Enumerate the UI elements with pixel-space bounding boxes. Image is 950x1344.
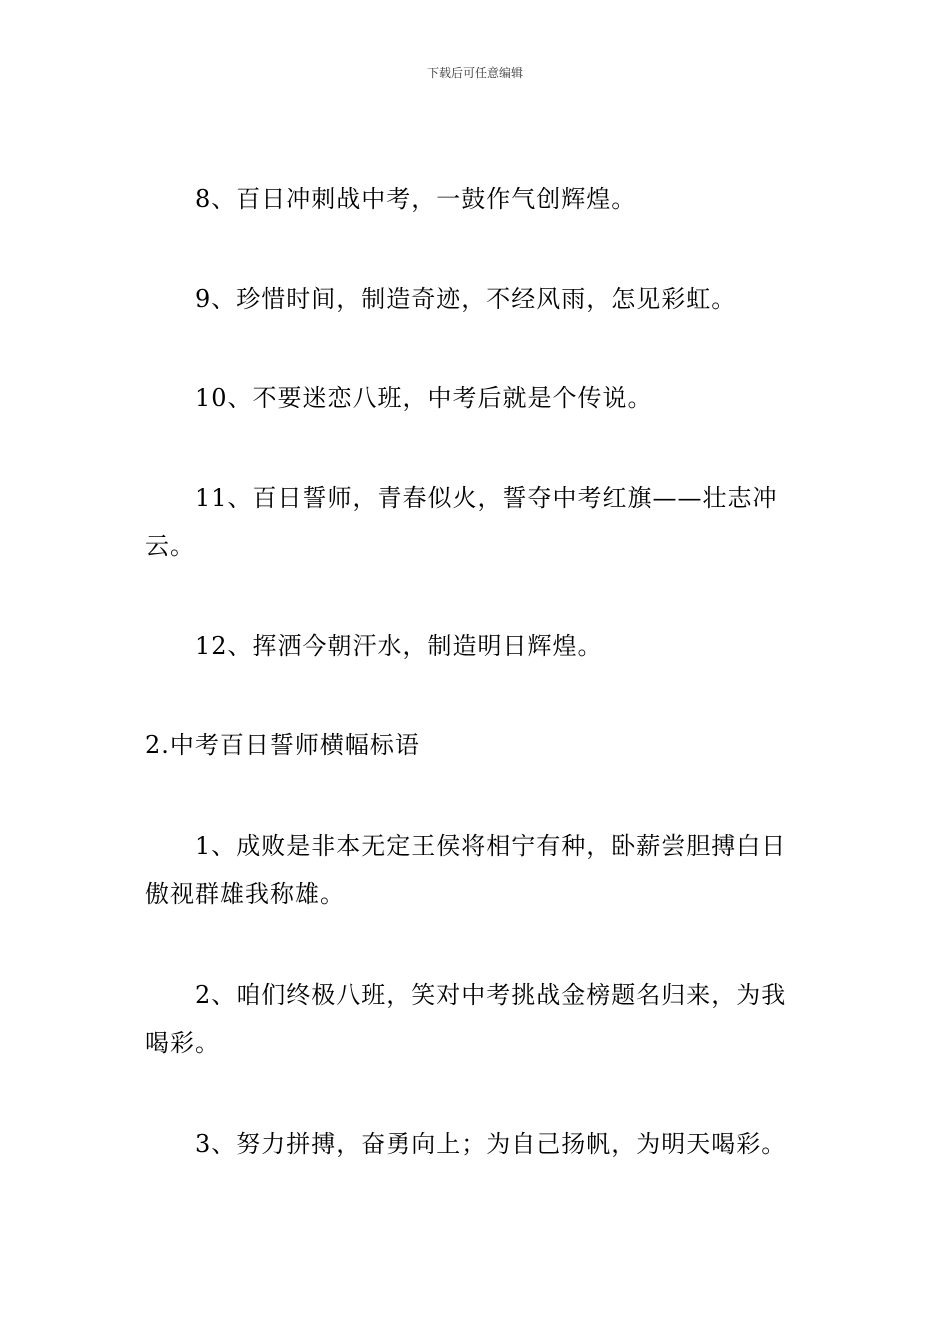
slogan-item-8: 8、百日冲刺战中考，一鼓作气创辉煌。 — [195, 185, 637, 213]
section-heading: 2.中考百日誓师横幅标语 — [145, 731, 420, 759]
banner-item-2: 2、咱们终极八班，笑对中考挑战金榜题名归来，为我喝彩。 — [145, 981, 787, 1057]
page-header: 下载后可任意编辑 — [426, 66, 523, 80]
banner-item-3: 3、努力拼搏，奋勇向上；为自己扬帆，为明天喝彩。 — [195, 1130, 787, 1158]
slogan-item-12: 12、挥洒今朝汗水，制造明日辉煌。 — [195, 632, 603, 660]
slogan-item-11: 11、百日誓师，青春似火，誓夺中考红旗——壮志冲云。 — [145, 484, 778, 560]
slogan-item-10: 10、不要迷恋八班，中考后就是个传说。 — [195, 384, 653, 412]
slogan-item-9: 9、珍惜时间，制造奇迹，不经风雨，怎见彩虹。 — [195, 285, 737, 313]
banner-item-1: 1、成败是非本无定王侯将相宁有种，卧薪尝胆搏白日傲视群雄我称雄。 — [145, 832, 787, 908]
